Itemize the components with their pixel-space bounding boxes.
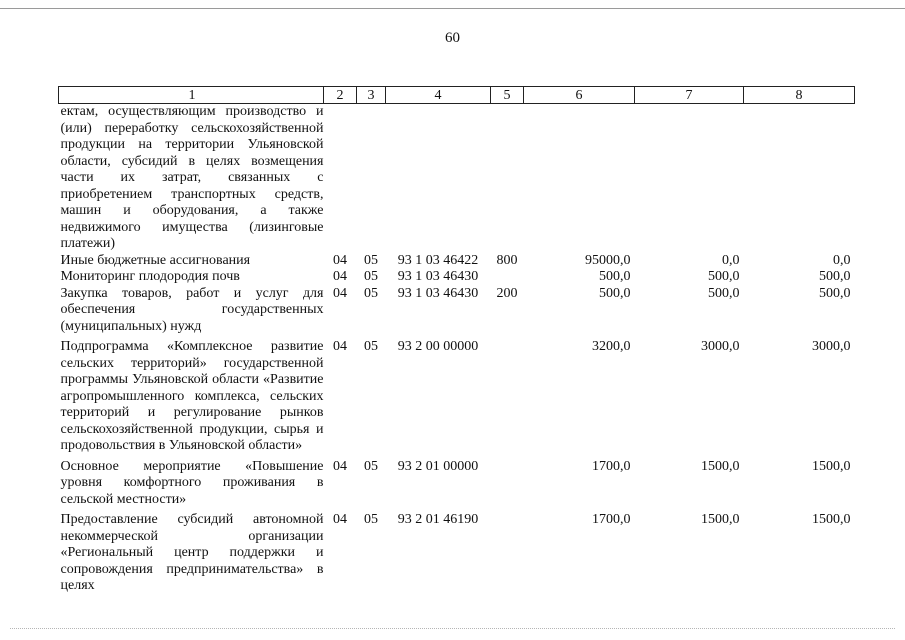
table-header-row	[59, 87, 855, 104]
row-amount-3: 500,0	[819, 285, 851, 301]
row-subsection: 05	[364, 252, 378, 268]
row-target-code: 93 2 01 00000	[397, 458, 479, 474]
page-number: 60	[445, 30, 460, 46]
column-header-5: 5	[491, 87, 524, 104]
row-section: 04	[333, 458, 347, 474]
row-amount-2	[635, 104, 744, 253]
row-amount-1: 3200,0	[592, 339, 631, 354]
row-section: 04	[333, 339, 347, 354]
table-row	[59, 286, 855, 336]
row-target-code: 93 2 00 00000	[397, 339, 479, 354]
row-name: Иные бюджетные ассигнования	[60, 252, 251, 268]
row-target-code	[386, 104, 491, 253]
row-section: 04	[333, 252, 347, 268]
row-expense-type	[491, 459, 524, 509]
row-expense-type	[491, 104, 524, 253]
table-row	[59, 512, 855, 595]
row-amount-1: 1700,0	[592, 458, 631, 474]
row-section	[324, 104, 357, 253]
row-expense-type: 800	[496, 252, 518, 268]
row-target-code: 93 1 03 46430	[397, 285, 479, 301]
table-row	[59, 339, 855, 455]
row-amount-3: 1500,0	[812, 458, 851, 474]
row-subsection: 05	[364, 512, 378, 527]
row-section: 04	[333, 285, 347, 301]
row-name: Закупка товаров, работ и услуг для обеспечения государственных (муниципальных) нужд	[60, 285, 324, 334]
table-row	[59, 459, 855, 509]
row-name: Мониторинг плодородия почв	[60, 269, 240, 284]
row-subsection: 05	[364, 285, 378, 301]
row-target-code: 93 2 01 46190	[397, 512, 479, 527]
row-name: ектам, осуществляющим производство и (или) переработку сельскохозяйственной продукции на территории Ульяновской области, субсидий в целях возмещения части их затрат, связанных с приобретением транспортных средств, машин и оборудования, а также недвижимого имущества (лизинговые платежи)	[60, 104, 324, 251]
row-name: Основное мероприятие «Повышение уровня комфортного проживания в сельской местности»	[60, 458, 324, 507]
column-header-4: 4	[386, 87, 491, 104]
row-subsection: 05	[364, 269, 378, 284]
row-amount-2: 500,0	[708, 269, 740, 284]
row-amount-3: 500,0	[819, 269, 851, 284]
column-header-3: 3	[357, 87, 386, 104]
row-amount-3	[744, 104, 855, 253]
row-amount-1	[524, 104, 635, 253]
row-amount-3: 1500,0	[812, 512, 851, 527]
row-amount-2: 1500,0	[701, 458, 740, 474]
row-amount-3: 3000,0	[812, 339, 851, 354]
row-amount-3: 0,0	[833, 252, 851, 268]
row-amount-2: 0,0	[722, 252, 740, 268]
row-target-code: 93 1 03 46430	[397, 269, 479, 284]
table-row	[59, 104, 855, 253]
row-target-code: 93 1 03 46422	[397, 252, 479, 268]
column-header-6: 6	[524, 87, 635, 104]
row-amount-2: 1500,0	[701, 512, 740, 527]
scan-bottom-edge	[10, 628, 895, 630]
budget-table	[58, 86, 855, 595]
row-expense-type	[491, 269, 524, 286]
row-expense-type: 200	[496, 285, 518, 301]
row-name: Подпрограмма «Комплексное развитие сельских территорий» государственной программы Ульяновской области «Развитие агропромышленного комплекса, сельских территорий и регулирование рынков сельскохозяйственной продукции, сырья и продовольствия в Ульяновской области»	[60, 339, 324, 453]
page-top-edge	[0, 8, 905, 9]
table-row	[59, 269, 855, 286]
row-subsection	[357, 104, 386, 253]
row-amount-1: 95000,0	[585, 252, 631, 268]
row-expense-type	[491, 512, 524, 595]
row-amount-1: 1700,0	[592, 512, 631, 527]
column-header-8: 8	[744, 87, 855, 104]
row-subsection: 05	[364, 339, 378, 354]
row-amount-2: 3000,0	[701, 339, 740, 354]
row-amount-2: 500,0	[708, 285, 740, 301]
table-row	[59, 253, 855, 270]
column-header-2: 2	[324, 87, 357, 104]
row-expense-type	[491, 339, 524, 455]
row-section: 04	[333, 512, 347, 527]
row-section: 04	[333, 269, 347, 284]
row-amount-1: 500,0	[599, 285, 631, 301]
column-header-1: 1	[59, 87, 324, 104]
column-header-7: 7	[635, 87, 744, 104]
row-amount-1: 500,0	[599, 269, 631, 284]
row-subsection: 05	[364, 458, 378, 474]
row-name: Предоставление субсидий автономной некоммерческой организации «Региональный центр поддержки и сопровождения предпринимательства» в целях	[60, 512, 324, 593]
